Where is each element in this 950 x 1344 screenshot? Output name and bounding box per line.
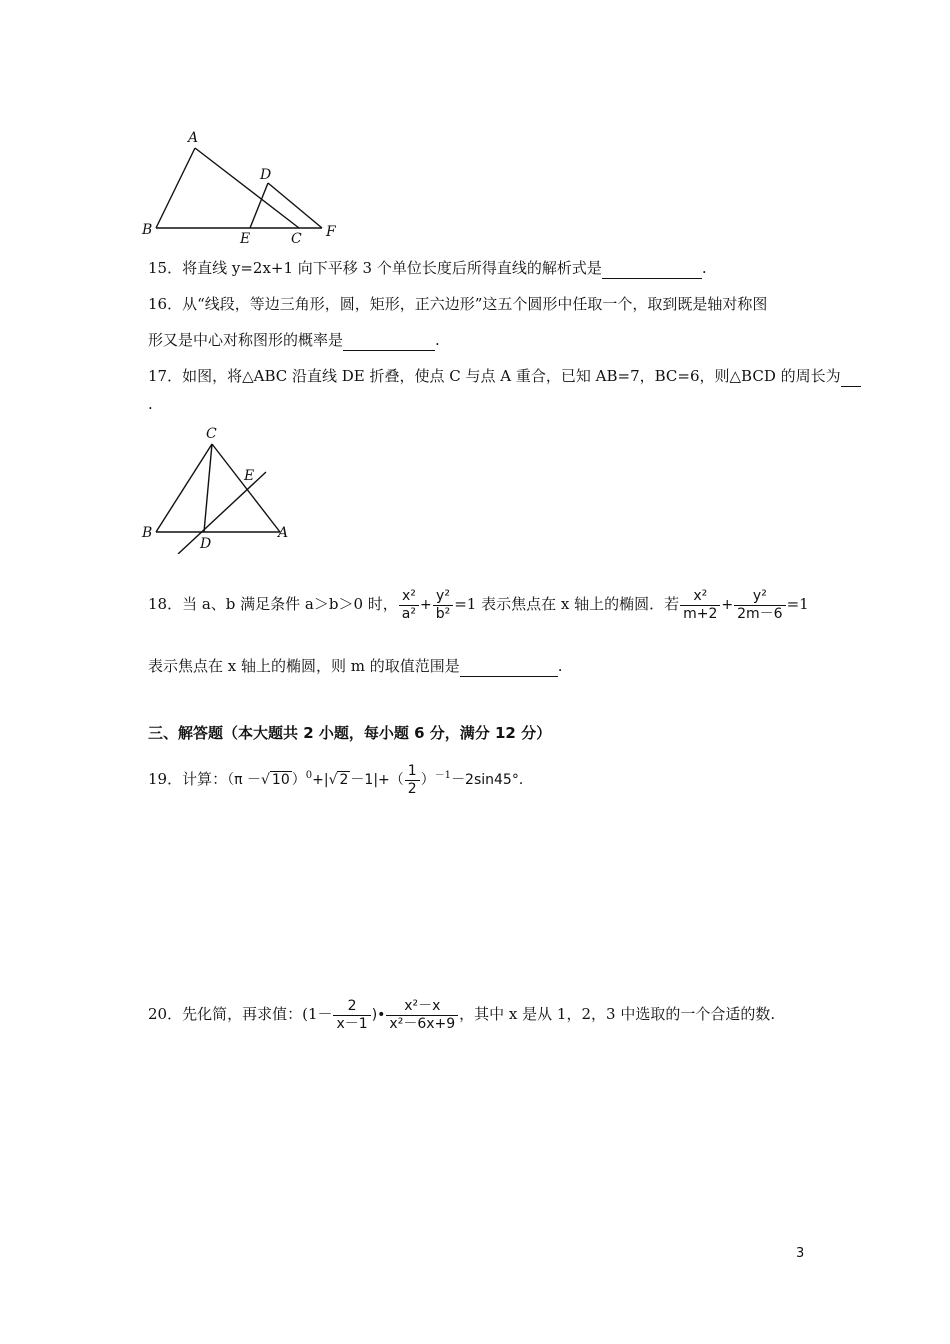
figure-triangle-fold <box>138 424 298 554</box>
question-19: 19．计算：（π －√ 10 ）$^0$+|√ 2 －1|+（ $\frac{1}{2}$ ）$^{-1}$－2sin45°． <box>148 762 533 797</box>
fraction-one-half: $\frac{1}{2}$ <box>405 763 420 798</box>
question-16-line1: 16．从“线段，等边三角形，圆，矩形，正六边形”这五个圆形中任取一个，取到既是轴对称图 <box>148 295 768 313</box>
label-c: C <box>206 426 217 442</box>
section-heading: 三、解答题（本大题共 2 小题，每小题 6 分，满分 12 分） <box>148 724 552 742</box>
question-20: 20．先化简，再求值：(1－ $\frac{2}{x-1}$ )• $\frac{\text{x²－x}}{\text{x²－6x+9}}$ ，其中 x 是从 1，2，3 中选取的一个合适的数. <box>148 997 776 1032</box>
segment-bc <box>156 444 212 532</box>
answer-blank-18[interactable] <box>460 656 558 677</box>
sqrt-2: √ 2 <box>328 772 349 788</box>
segment-de <box>250 183 268 228</box>
page-number: 3 <box>796 1246 805 1261</box>
answer-blank-17[interactable] <box>841 366 861 387</box>
fraction-2-over-x-minus-1: $\frac{2}{x-1}$ <box>333 998 370 1033</box>
label-b: B <box>142 222 153 238</box>
label-b: B <box>142 525 153 541</box>
question-18-line1: 18．当 a、b 满足条件 a＞b＞0 时， $\frac{\text{x²}}{\text{a²}}$ + $\frac{\text{y²}}{\text{b²}}$ =1 表示焦点在 x 轴上的椭圆．若 $\frac{\text{x²}}{m+2}$ + $\frac{\text{y²}}{2m-6}$ =1 <box>148 587 809 622</box>
question-15: 15．将直线 y=2x+1 向下平移 3 个单位长度后所得直线的解析式是 . <box>148 259 707 277</box>
question-17-line2: . <box>148 395 153 413</box>
segment-ab <box>156 148 195 228</box>
figure-triangles-abc-def <box>138 124 348 244</box>
fold-line-de <box>178 472 266 554</box>
label-a: A <box>188 130 199 146</box>
question-17-line1: 17．如图，将△ABC 沿直线 DE 折叠，使点 C 与点 A 重合，已知 AB=7，BC=6，则△BCD 的周长为 <box>148 366 861 387</box>
sqrt-10: √ 10 <box>260 772 290 788</box>
segment-cd <box>204 444 212 532</box>
label-a: A <box>278 525 289 541</box>
label-d: D <box>260 167 272 183</box>
segment-ac <box>195 148 299 228</box>
answer-blank-15[interactable] <box>602 258 702 279</box>
label-d: D <box>200 536 212 552</box>
fraction-x2-m-plus-2: $\frac{\text{x²}}{m+2}$ <box>680 588 720 623</box>
question-16-line2: 形又是中心对称图形的概率是 . <box>148 331 440 349</box>
label-f: F <box>326 224 336 240</box>
question-18-line2: 表示焦点在 x 轴上的椭圆，则 m 的取值范围是 . <box>148 657 563 675</box>
label-e: E <box>240 231 251 244</box>
segment-ca <box>212 444 280 532</box>
label-e: E <box>244 468 255 484</box>
segment-df <box>268 183 322 228</box>
fraction-y2-b2: $\frac{\text{y²}}{\text{b²}}$ <box>433 588 454 623</box>
fraction-y2-2m-minus-6: $\frac{\text{y²}}{2m-6}$ <box>734 588 785 623</box>
answer-blank-16[interactable] <box>343 330 435 351</box>
fraction-x2-a2: $\frac{\text{x²}}{\text{a²}}$ <box>399 588 419 623</box>
label-c: C <box>291 231 302 244</box>
fraction-x2-minus-x-over-quadratic: $\frac{\text{x²－x}}{\text{x²－6x+9}}$ <box>386 998 458 1033</box>
